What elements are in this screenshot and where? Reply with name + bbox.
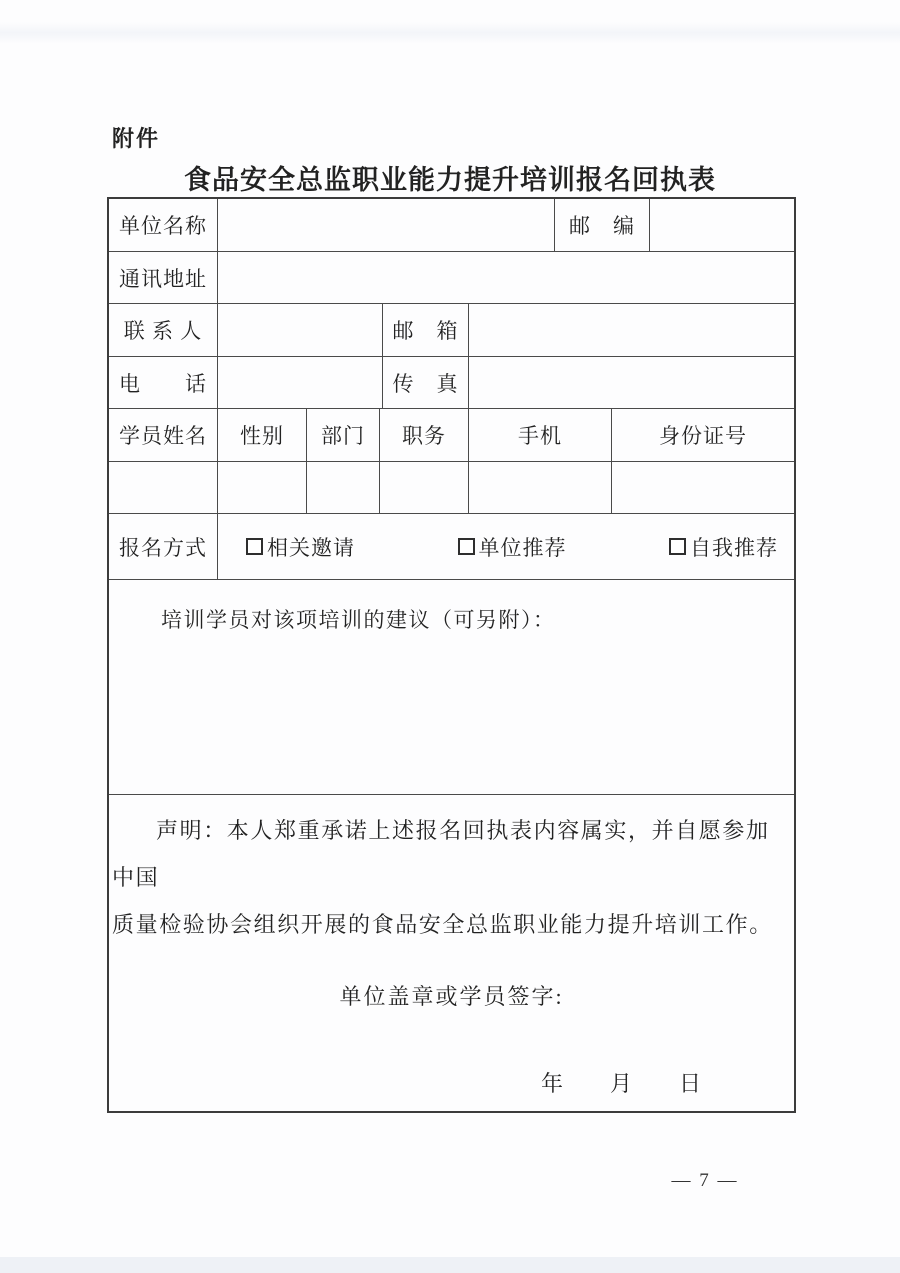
option-related-invitation	[246, 532, 355, 562]
table-row-suggestion	[109, 580, 794, 795]
signature-label: 单位盖章或学员签字:	[339, 984, 564, 1009]
suggestion-label: 培训学员对该项培训的建议（可另附）：	[161, 608, 556, 632]
scan-artifact-bottom	[0, 1257, 900, 1273]
table-row-unit-name	[109, 199, 794, 252]
registration-options-cell	[218, 514, 794, 580]
phone-label: 电 话	[109, 357, 218, 409]
registration-method-label: 报名方式	[109, 514, 218, 580]
id-number-value-cell	[612, 462, 794, 514]
gender-value-cell	[218, 462, 307, 514]
declaration-line-1: 声明：本人郑重承诺上述报名回执表内容属实，并自愿参加中国	[112, 818, 770, 890]
fax-value-cell	[469, 357, 794, 409]
declaration-paragraph	[112, 807, 791, 948]
page-number: — 7 —	[671, 1170, 739, 1191]
table-row-address	[109, 252, 794, 304]
option-related-invitation-label: 相关邀请	[267, 535, 355, 560]
scan-artifact-top	[0, 22, 900, 44]
checkbox-icon	[458, 538, 475, 555]
table-row-registration-method	[109, 514, 794, 580]
position-header: 职务	[380, 409, 469, 462]
declaration-line-2: 质量检验协会组织开展的食品安全总监职业能力提升培训工作。	[112, 912, 773, 937]
option-unit-recommendation	[458, 532, 567, 562]
gender-header: 性别	[218, 409, 307, 462]
department-value-cell	[307, 462, 380, 514]
table-row-student-headers	[109, 409, 794, 462]
table-row-student-blank	[109, 462, 794, 514]
email-label: 邮 箱	[383, 304, 469, 357]
registration-form-table	[107, 197, 796, 1113]
id-number-header: 身份证号	[612, 409, 794, 462]
address-value-cell	[218, 252, 794, 304]
option-self-recommendation-label: 自我推荐	[690, 535, 778, 560]
student-name-header: 学员姓名	[109, 409, 218, 462]
unit-name-value-cell	[218, 199, 555, 252]
phone-value-cell	[218, 357, 383, 409]
attachment-label: 附件	[112, 126, 161, 151]
table-row-phone	[109, 357, 794, 409]
checkbox-icon	[246, 538, 263, 555]
table-row-contact	[109, 304, 794, 357]
contact-value-cell	[218, 304, 383, 357]
mobile-header: 手机	[469, 409, 612, 462]
statement-cell	[109, 795, 794, 1111]
postal-code-value-cell	[650, 199, 794, 252]
email-value-cell	[469, 304, 794, 357]
mobile-value-cell	[469, 462, 612, 514]
page-title: 食品安全总监职业能力提升培训报名回执表	[184, 165, 716, 195]
address-label: 通讯地址	[109, 252, 218, 304]
fax-label: 传 真	[383, 357, 469, 409]
postal-code-label: 邮 编	[555, 199, 650, 252]
student-name-value-cell	[109, 462, 218, 514]
contact-label: 联 系 人	[109, 304, 218, 357]
option-self-recommendation	[669, 532, 778, 562]
suggestion-cell	[109, 580, 794, 795]
unit-name-label: 单位名称	[109, 199, 218, 252]
option-unit-recommendation-label: 单位推荐	[478, 535, 567, 560]
department-header: 部门	[307, 409, 380, 462]
date-label: 年 月 日	[540, 1071, 702, 1096]
position-value-cell	[380, 462, 469, 514]
table-row-statement	[109, 795, 794, 1111]
checkbox-icon	[669, 538, 686, 555]
